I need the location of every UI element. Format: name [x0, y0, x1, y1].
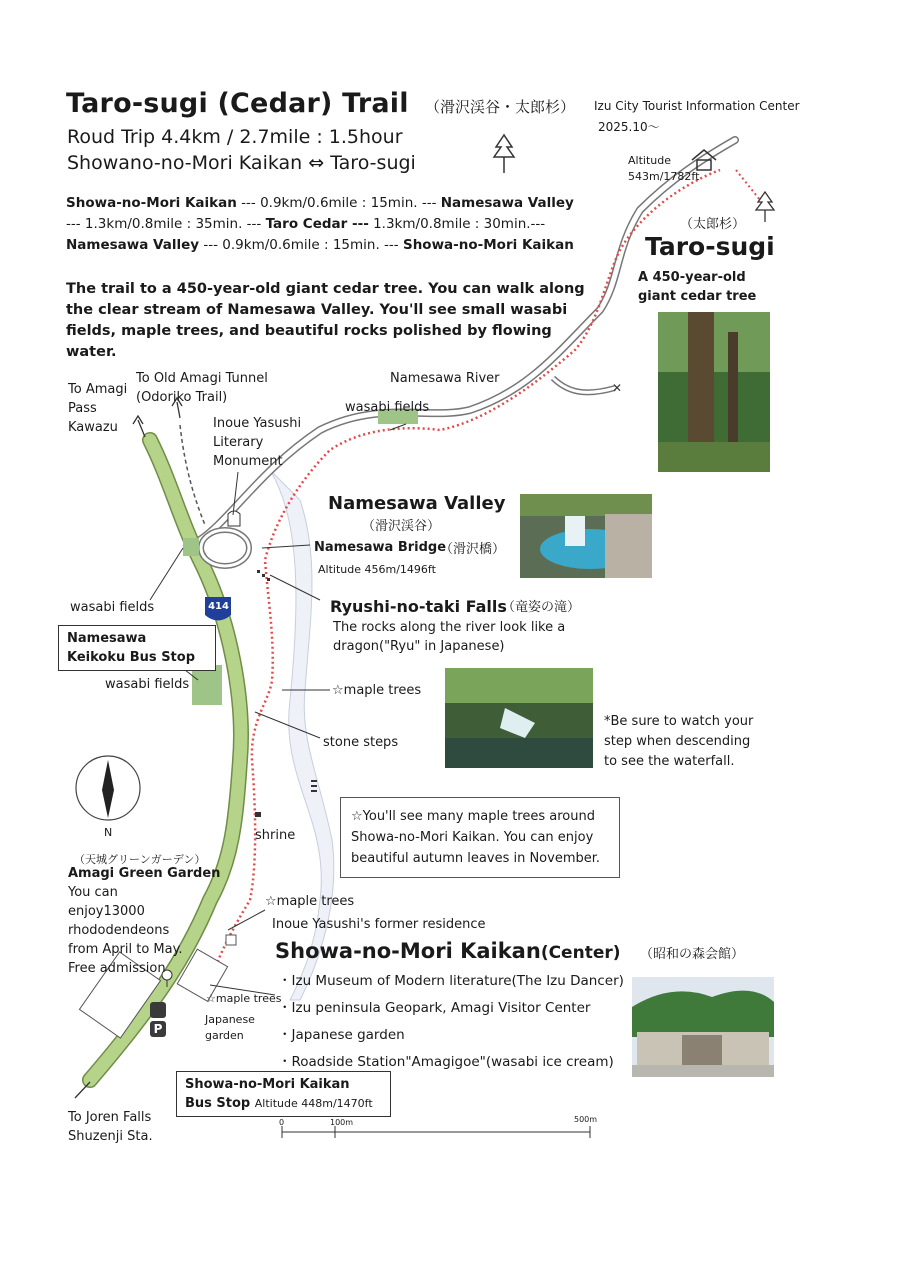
segment-from: Showa-no-Mori Kaikan — [402, 237, 574, 253]
route-414-number: 414 — [208, 601, 229, 612]
maple-label-1: ☆maple trees — [332, 683, 422, 698]
namesawa-bridge: Namesawa Bridge — [314, 540, 447, 555]
stone-steps-label: stone steps — [323, 735, 399, 750]
kaikan-facilities — [278, 968, 624, 1076]
tarosugi-desc: A 450-year-old giant cedar tree — [638, 270, 757, 304]
inoue-monument: Inoue Yasushi Literary Monument — [213, 416, 302, 469]
wasabi-label-left2: wasabi fields — [105, 677, 190, 692]
svg-text:✕: ✕ — [612, 381, 623, 395]
bus-stop-kaikan-label: Bus Stop — [185, 1096, 251, 1111]
tarosugi-jp: （太郎杉） — [680, 217, 746, 232]
maple-label-3: ☆maple trees — [206, 992, 282, 1005]
tarosugi-name: Taro-sugi — [645, 232, 775, 261]
maple-label-2: ☆maple trees — [265, 894, 355, 909]
ryushi-photo — [445, 668, 593, 768]
bus-stop-upper: Namesawa Keikoku Bus Stop — [58, 625, 216, 671]
intro-text: The trail to a 450-year-old giant cedar tree. You can walk along the clear stream of Namesawa Valley. You'll see small wasabi fields, maple trees, and beautiful rocks polished by flowing water. — [66, 281, 585, 360]
wasabi-label-top: wasabi fields — [345, 400, 430, 415]
segment-detail: --- 1.3km/0.8mile : 35min. --- — [66, 216, 266, 232]
facility-item: ・Roadside Station"Amagigoe"(wasabi ice cream) — [278, 1054, 614, 1070]
namesawa-photo — [520, 494, 652, 578]
tarosugi-altitude-label: Altitude — [628, 154, 671, 167]
compass-n: N — [104, 826, 113, 839]
bus-stop-kaikan — [176, 1071, 391, 1117]
segment-from: Taro Cedar --- — [265, 216, 369, 232]
kaikan-photo — [632, 977, 774, 1077]
shrine-icon — [255, 812, 261, 817]
segment-detail: --- 0.9km/0.6mile : 15min. --- — [236, 195, 441, 211]
scale-100: 100m — [330, 1118, 354, 1127]
kaikan-name — [275, 939, 621, 963]
segment-list — [66, 193, 596, 256]
kaikan-jp: （昭和の森会館） — [640, 947, 745, 962]
maple-note: ☆You'll see many maple trees around Showa-no-Mori Kaikan. You can enjoy beautiful autumn leaves in November. — [340, 797, 620, 878]
restroom-icon — [150, 1002, 166, 1018]
page-title: Taro-sugi (Cedar) Trail — [66, 88, 409, 119]
namesawa-jp: （滑沢渓谷） — [362, 519, 441, 534]
bus-stop-kaikan-name: Showa-no-Mori Kaikan — [185, 1077, 350, 1092]
organization: Izu City Tourist Information Center — [594, 99, 800, 113]
namesawa-name: Namesawa Valley — [328, 493, 506, 514]
kaikan-name-main: Showa-no-Mori Kaikan — [275, 939, 541, 963]
scale-500: 500m — [574, 1115, 598, 1124]
compass-icon — [76, 756, 140, 820]
ryushi-jp: （竜姿の滝） — [502, 600, 581, 615]
issue-date: 2025.10〜 — [598, 120, 660, 134]
to-amagi-pass: To Amagi Pass Kawazu — [68, 382, 128, 435]
inoue-residence: Inoue Yasushi's former residence — [272, 917, 486, 932]
segment-detail: 1.3km/0.8mile : 30min.--- — [368, 216, 546, 232]
tarosugi-altitude: 543m/1782ft — [628, 170, 700, 183]
route-info: Showano-no-Mori Kaikan ⇔ Taro-sugi — [67, 152, 416, 174]
page-title-jp: （滑沢渓谷・太郎杉） — [425, 98, 576, 116]
roundtrip-info: Roud Trip 4.4km / 2.7mile : 1.5hour — [67, 126, 403, 148]
segment-from: Namesawa Valley — [66, 237, 200, 253]
amagi-garden-desc: You can enjoy13000 rhododendeons from April to May. Free admission — [68, 885, 183, 976]
facility-item: ・Japanese garden — [278, 1027, 405, 1043]
tarosugi-photo — [658, 312, 770, 472]
to-old-tunnel: To Old Amagi Tunnel (Odoriko Trail) — [136, 371, 268, 405]
tree-icon-tarosugi — [756, 192, 774, 222]
ryushi-note: *Be sure to watch your step when descending to see the waterfall. — [604, 714, 754, 769]
shrine-label: shrine — [255, 828, 296, 843]
parking-label: P — [153, 1022, 163, 1036]
namesawa-bridge-jp: （滑沢橋） — [440, 542, 506, 557]
segment-detail: --- 0.9km/0.6mile : 15min. --- — [199, 237, 403, 253]
namesawa-river-label: Namesawa River — [390, 371, 500, 386]
ryushi-desc: The rocks along the river look like a dragon("Ryu" in Japanese) — [333, 620, 566, 654]
to-joren-falls: To Joren Falls Shuzenji Sta. — [68, 1110, 153, 1144]
segment-from: Showa-no-Mori Kaikan — [66, 195, 237, 211]
amagi-garden-jp: （天城グリーンガーデン） — [74, 853, 206, 866]
wasabi-label-left: wasabi fields — [70, 600, 155, 615]
scale-0: 0 — [279, 1118, 285, 1127]
ryushi-name: Ryushi-no-taki Falls — [330, 597, 507, 616]
segment-from: Namesawa Valley — [440, 195, 574, 211]
wasabi-field-2 — [183, 538, 199, 556]
facility-item: ・Izu peninsula Geopark, Amagi Visitor Center — [278, 1000, 591, 1016]
namesawa-altitude: Altitude 456m/1496ft — [318, 563, 436, 576]
kaikan-name-suffix: (Center) — [540, 943, 621, 963]
scale-bar — [282, 1126, 590, 1138]
amagi-garden-name: Amagi Green Garden — [68, 866, 221, 881]
monument-icon — [228, 511, 240, 526]
facility-item: ・Izu Museum of Modern literature(The Izu Dancer) — [278, 973, 624, 989]
wasabi-field-3 — [192, 665, 222, 705]
bus-stop-kaikan-altitude: Altitude 448m/1470ft — [254, 1097, 373, 1110]
japanese-garden-label: Japanese garden — [205, 1013, 255, 1042]
tree-icon-title — [494, 135, 514, 173]
